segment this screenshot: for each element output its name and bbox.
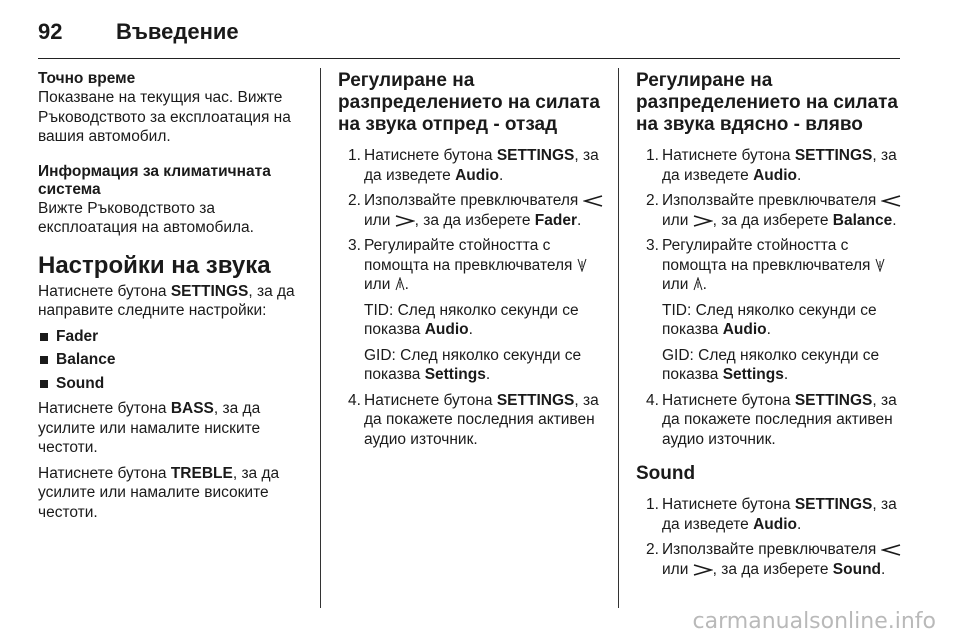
settings-list <box>38 327 310 394</box>
page-header <box>38 14 239 50</box>
page-title: Въведение <box>116 19 239 44</box>
fader-steps <box>338 146 606 449</box>
time-heading: Точно време <box>38 70 136 87</box>
tid-note: TID: След няколко секунди се показва Audio. <box>662 301 877 338</box>
bullet-icon <box>40 333 48 341</box>
list-item: 4. Натиснете бутона SETTINGS, за да покажете последния активен аудио източник. <box>646 391 897 448</box>
down-wheel-icon <box>577 258 587 272</box>
up-wheel-icon <box>395 277 405 291</box>
list-item: 3. Регулирайте стойността с помощта на превключвателя или . TID: След няколко секунди се показва Audio. GID: След няколко секунди се показва Settings. <box>636 236 904 385</box>
list-item: 2. Използвайте превключвателя или , за да изберете Sound. <box>636 540 904 579</box>
right-arrow-icon <box>693 564 713 576</box>
time-text: Показване на текущия час. Вижте Ръководството за експлоатация на вашия автомобил. <box>38 89 291 145</box>
sound-intro: Натиснете бутона SETTINGS, за да направите следните настройки: <box>38 282 295 319</box>
column-divider <box>320 68 321 608</box>
left-arrow-icon <box>583 195 603 207</box>
gid-note: GID: След няколко секунди се показва Settings. <box>364 346 582 383</box>
tid-note: TID: След няколко секунди се показва Audio. <box>364 301 579 338</box>
sound-settings-heading: Настройки на звука <box>38 251 271 279</box>
list-item: Fader <box>38 327 310 347</box>
bullet-icon <box>40 380 48 388</box>
up-wheel-icon <box>693 277 703 291</box>
list-item: Sound <box>38 374 310 394</box>
left-arrow-icon <box>881 195 901 207</box>
watermark: carmanualsonline.info <box>692 609 936 634</box>
balance-steps <box>636 146 904 449</box>
list-item: 1. Натиснете бутона SETTINGS, за да изведете Audio. <box>646 147 897 184</box>
column-2 <box>338 70 606 455</box>
right-arrow-icon <box>395 215 415 227</box>
sound-steps <box>636 495 904 579</box>
list-item: 2. Използвайте превключвателя или , за да изберете Fader. <box>338 191 606 230</box>
gid-note: GID: След няколко секунди се показва Settings. <box>662 346 880 383</box>
fader-heading: Регулиране на разпределението на силата на звука отпред - отзад <box>338 70 601 135</box>
list-item: 1. Натиснете бутона SETTINGS, за да изведете Audio. <box>646 496 897 533</box>
left-arrow-icon <box>881 544 901 556</box>
climate-text: Вижте Ръководството за експлоатация на автомобила. <box>38 199 254 236</box>
list-item: 3. Регулирайте стойността с помощта на превключвателя или . TID: След няколко секунди се показва Audio. GID: След няколко секунди се показва Settings. <box>338 236 606 385</box>
list-item: 1. Натиснете бутона SETTINGS, за да изведете Audio. <box>348 147 599 184</box>
column-divider <box>618 68 619 608</box>
header-rule <box>38 58 900 59</box>
bullet-icon <box>40 356 48 364</box>
treble-text: Натиснете бутона TREBLE, за да усилите или намалите високите честоти. <box>38 464 280 521</box>
down-wheel-icon <box>875 258 885 272</box>
climate-heading: Информация за климатичната система <box>38 162 271 198</box>
list-item: 4. Натиснете бутона SETTINGS, за да покажете последния активен аудио източник. <box>348 391 599 448</box>
column-3 <box>636 70 904 585</box>
balance-heading: Регулиране на разпределението на силата на звука вдясно - вляво <box>636 70 899 135</box>
right-arrow-icon <box>693 215 713 227</box>
list-item: Balance <box>38 350 310 370</box>
column-1 <box>38 70 310 528</box>
bass-text: Натиснете бутона BASS, за да усилите или намалите ниските честоти. <box>38 400 261 456</box>
list-item: 2. Използвайте превключвателя или , за да изберете Balance. <box>636 191 904 230</box>
sound-heading: Sound <box>636 463 696 484</box>
page-number: 92 <box>38 19 63 44</box>
